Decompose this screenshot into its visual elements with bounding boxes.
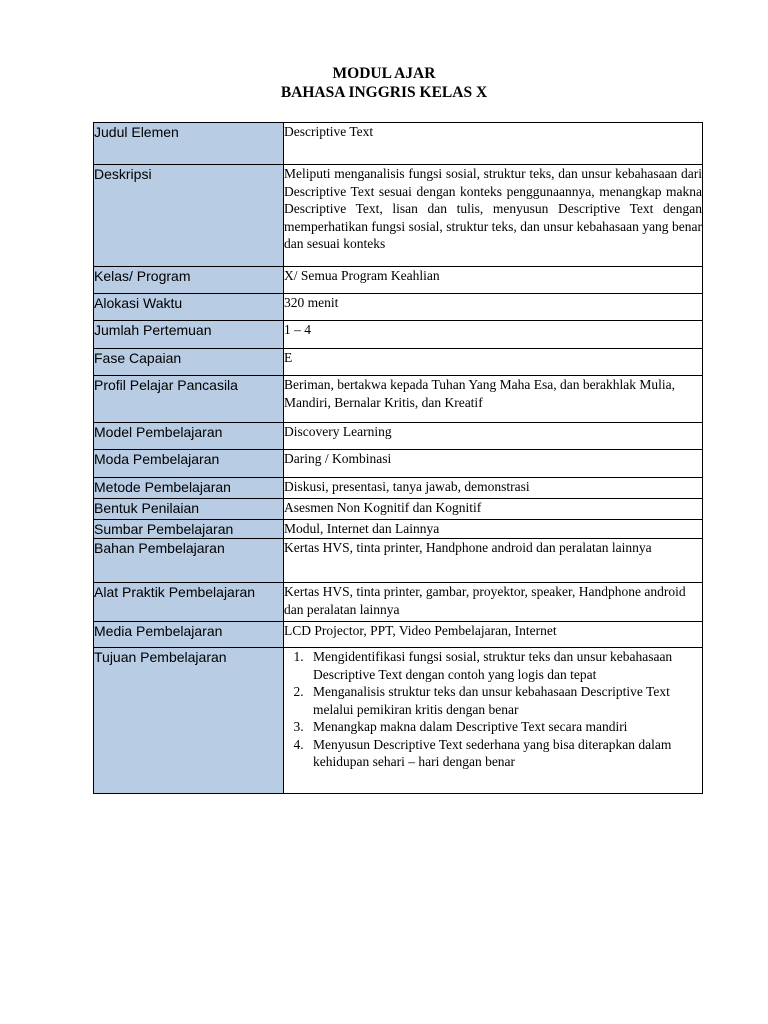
table-row (94, 165, 703, 267)
title-line-2: BAHASA INGGRIS KELAS X (280, 84, 488, 101)
row-value: E (284, 349, 703, 376)
table-row (94, 123, 703, 165)
table-row (94, 478, 703, 499)
row-value (284, 648, 703, 794)
document-title (0, 64, 768, 102)
table-row (94, 376, 703, 423)
row-value: Descriptive Text (284, 123, 703, 165)
row-value: Kertas HVS, tinta printer, Handphone android dan peralatan lainnya (284, 539, 703, 583)
row-label: Alat Praktik Pembelajaran (94, 583, 284, 622)
list-item: 2. Menganalisis struktur teks dan unsur kebahasaan Descriptive Text melalui pemikiran kritis dengan benar (307, 683, 702, 718)
row-label: Fase Capaian (94, 349, 284, 376)
row-value: Kertas HVS, tinta printer, gambar, proyektor, speaker, Handphone android dan peralatan lainnya (284, 583, 703, 622)
row-value: Daring / Kombinasi (284, 450, 703, 478)
table-row (94, 648, 703, 794)
table-row (94, 499, 703, 520)
modul-table (93, 122, 703, 794)
row-value: LCD Projector, PPT, Video Pembelajaran, Internet (284, 622, 703, 648)
table-row (94, 583, 703, 622)
table-row (94, 450, 703, 478)
table-row (94, 294, 703, 321)
row-value: Asesmen Non Kognitif dan Kognitif (284, 499, 703, 520)
table-row (94, 267, 703, 294)
tujuan-list (284, 648, 702, 771)
list-item: 3. Menangkap makna dalam Descriptive Text secara mandiri (307, 718, 702, 736)
row-label: Metode Pembelajaran (94, 478, 284, 499)
list-item: 1. Mengidentifikasi fungsi sosial, struktur teks dan unsur kebahasaan Descriptive Text dengan contoh yang logis dan tepat (307, 648, 702, 683)
row-label: Jumlah Pertemuan (94, 321, 284, 349)
row-value: Discovery Learning (284, 423, 703, 450)
row-label: Judul Elemen (94, 123, 284, 165)
row-label: Media Pembelajaran (94, 622, 284, 648)
row-value: 1 – 4 (284, 321, 703, 349)
row-label: Moda Pembelajaran (94, 450, 284, 478)
row-value: Meliputi menganalisis fungsi sosial, struktur teks, dan unsur kebahasaan dari Descriptive Text sesuai dengan konteks penggunaannya, menangkap makna Descriptive Text, lisan dan tulis, menyusun Descriptive Text dengan memperhatikan fungsi sosial, struktur teks, dan unsur kebahasaan yang benar dan sesuai konteks (284, 165, 703, 267)
title-line-1: MODUL AJAR (332, 65, 436, 82)
row-label: Tujuan Pembelajaran (94, 648, 284, 794)
row-value: 320 menit (284, 294, 703, 321)
table-row (94, 423, 703, 450)
row-label: Kelas/ Program (94, 267, 284, 294)
list-item: 4. Menyusun Descriptive Text sederhana yang bisa diterapkan dalam kehidupan sehari – hari dengan benar (307, 736, 702, 771)
row-label: Bentuk Penilaian (94, 499, 284, 520)
row-label: Bahan Pembelajaran (94, 539, 284, 583)
row-label: Model Pembelajaran (94, 423, 284, 450)
table-row (94, 520, 703, 539)
table-row (94, 321, 703, 349)
row-value: Modul, Internet dan Lainnya (284, 520, 703, 539)
table-row (94, 349, 703, 376)
row-label: Profil Pelajar Pancasila (94, 376, 284, 423)
row-label: Sumbar Pembelajaran (94, 520, 284, 539)
row-label: Deskripsi (94, 165, 284, 267)
table-row (94, 539, 703, 583)
table-row (94, 622, 703, 648)
row-label: Alokasi Waktu (94, 294, 284, 321)
row-value: Beriman, bertakwa kepada Tuhan Yang Maha Esa, dan berakhlak Mulia, Mandiri, Bernalar Kritis, dan Kreatif (284, 376, 703, 423)
row-value: Diskusi, presentasi, tanya jawab, demonstrasi (284, 478, 703, 499)
row-value: X/ Semua Program Keahlian (284, 267, 703, 294)
